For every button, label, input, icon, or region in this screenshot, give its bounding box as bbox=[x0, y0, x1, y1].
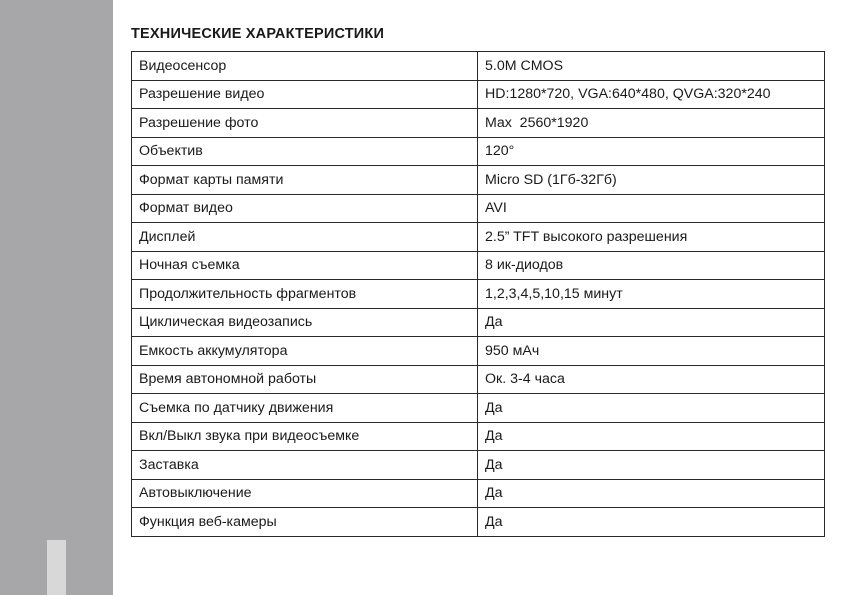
spec-value: Да bbox=[478, 394, 825, 423]
spec-name: Объектив bbox=[132, 137, 478, 166]
spec-name: Циклическая видеозапись bbox=[132, 308, 478, 337]
spec-name: Вкл/Выкл звука при видеосъемке bbox=[132, 422, 478, 451]
table-row bbox=[132, 223, 825, 252]
spec-value: Да bbox=[478, 422, 825, 451]
spec-value: Да bbox=[478, 508, 825, 537]
table-row bbox=[132, 508, 825, 537]
spec-name: Формат видео bbox=[132, 194, 478, 223]
spec-value: Ок. 3-4 часа bbox=[478, 365, 825, 394]
spec-name: Разрешение видео bbox=[132, 80, 478, 109]
spec-name: Продолжительность фрагментов bbox=[132, 280, 478, 309]
spec-name: Время автономной работы bbox=[132, 365, 478, 394]
spec-name: Заставка bbox=[132, 451, 478, 480]
page-title: ТЕХНИЧЕСКИЕ ХАРАКТЕРИСТИКИ bbox=[131, 26, 385, 42]
spec-name: Автовыключение bbox=[132, 479, 478, 508]
table-row bbox=[132, 52, 825, 81]
side-tab bbox=[47, 540, 66, 595]
spec-value: Да bbox=[478, 451, 825, 480]
spec-name: Дисплей bbox=[132, 223, 478, 252]
spec-name: Функция веб-камеры bbox=[132, 508, 478, 537]
spec-name: Видеосенсор bbox=[132, 52, 478, 81]
side-strip bbox=[0, 0, 113, 595]
spec-name: Емкость аккумулятора bbox=[132, 337, 478, 366]
spec-value: 950 мАч bbox=[478, 337, 825, 366]
spec-name: Ночная съемка bbox=[132, 251, 478, 280]
table-row bbox=[132, 80, 825, 109]
spec-value: Да bbox=[478, 479, 825, 508]
table-row bbox=[132, 194, 825, 223]
table-row bbox=[132, 479, 825, 508]
table-row bbox=[132, 451, 825, 480]
spec-name: Съемка по датчику движения bbox=[132, 394, 478, 423]
table-row bbox=[132, 166, 825, 195]
spec-name: Формат карты памяти bbox=[132, 166, 478, 195]
spec-value: HD:1280*720, VGA:640*480, QVGA:320*240 bbox=[478, 80, 825, 109]
spec-table bbox=[131, 51, 825, 537]
spec-value: 8 ик-диодов bbox=[478, 251, 825, 280]
table-row bbox=[132, 137, 825, 166]
spec-value: Да bbox=[478, 308, 825, 337]
table-row bbox=[132, 308, 825, 337]
spec-value: Max 2560*1920 bbox=[478, 109, 825, 138]
spec-value: 1,2,3,4,5,10,15 минут bbox=[478, 280, 825, 309]
spec-value: AVI bbox=[478, 194, 825, 223]
table-row bbox=[132, 394, 825, 423]
table-row bbox=[132, 251, 825, 280]
table-row bbox=[132, 109, 825, 138]
spec-value: 5.0M CMOS bbox=[478, 52, 825, 81]
spec-value: 120° bbox=[478, 137, 825, 166]
spec-value: 2.5” TFT высокого разрешения bbox=[478, 223, 825, 252]
spec-name: Разрешение фото bbox=[132, 109, 478, 138]
spec-value: Micro SD (1Гб-32Гб) bbox=[478, 166, 825, 195]
table-row bbox=[132, 422, 825, 451]
table-row bbox=[132, 280, 825, 309]
table-row bbox=[132, 337, 825, 366]
table-row bbox=[132, 365, 825, 394]
